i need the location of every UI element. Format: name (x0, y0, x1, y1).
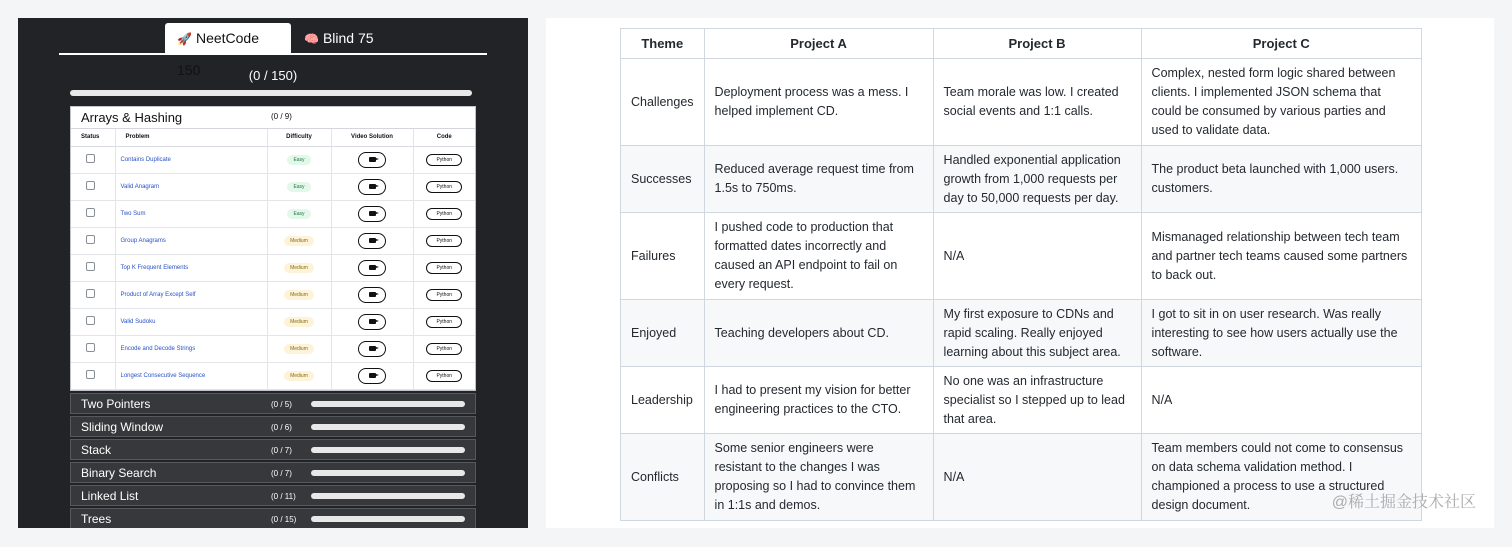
project-c-cell: Complex, nested form logic shared between clients. I implemented JSON schema that could be consumed by various parties and used to validate data. (1141, 59, 1421, 146)
python-code-button[interactable]: Python (426, 235, 462, 247)
project-b-cell: No one was an infrastructure specialist so I stepped up to lead that area. (933, 367, 1141, 434)
difficulty-badge: Medium (284, 263, 314, 273)
table-row (71, 281, 475, 308)
problem-cell (115, 200, 267, 227)
project-c-cell: Team members could not come to consensus on data schema validation method. I championed a process to use a structured design document. (1141, 434, 1421, 521)
table-row (621, 59, 1422, 146)
section-progress-bar (311, 470, 465, 476)
code-cell (413, 227, 475, 254)
brain-icon: 🧠 (304, 32, 319, 46)
project-b-cell: N/A (933, 213, 1141, 300)
difficulty-cell (267, 200, 331, 227)
theme-cell: Enjoyed (621, 300, 705, 367)
python-code-button[interactable]: Python (426, 181, 462, 193)
theme-cell: Leadership (621, 367, 705, 434)
video-cell (331, 146, 413, 173)
code-cell (413, 362, 475, 389)
difficulty-badge: Medium (284, 236, 314, 246)
python-code-button[interactable]: Python (426, 343, 462, 355)
problem-link[interactable]: Encode and Decode Strings (120, 345, 196, 352)
rocket-icon: 🚀 (177, 32, 192, 46)
status-checkbox[interactable] (86, 154, 95, 163)
project-b-cell: Team morale was low. I created social events and 1:1 calls. (933, 59, 1141, 146)
table-row (71, 227, 475, 254)
neetcode-panel (18, 18, 528, 528)
theme-cell: Conflicts (621, 434, 705, 521)
column-header-status: Status (71, 129, 115, 146)
python-code-button[interactable]: Python (426, 208, 462, 220)
difficulty-badge: Easy (287, 209, 310, 219)
video-solution-button[interactable] (358, 206, 386, 222)
problem-cell (115, 335, 267, 362)
problem-cell (115, 281, 267, 308)
problem-cell (115, 173, 267, 200)
difficulty-badge: Medium (284, 317, 314, 327)
difficulty-cell (267, 362, 331, 389)
section-count: (0 / 7) (271, 446, 292, 455)
project-a-cell: I pushed code to production that formatted dates incorrectly and caused an API endpoint to fail on every request. (704, 213, 933, 300)
difficulty-badge: Easy (287, 182, 310, 192)
table-row (71, 173, 475, 200)
status-checkbox[interactable] (86, 289, 95, 298)
project-a-cell: Reduced average request time from 1.5s to 750ms. (704, 146, 933, 213)
project-a-cell: Some senior engineers were resistant to the changes I was proposing so I had to convince them in 1:1s and demos. (704, 434, 933, 521)
tab-label: Blind 75 (322, 30, 374, 46)
status-checkbox[interactable] (86, 370, 95, 379)
section-arrays-hashing (70, 106, 476, 391)
section-progress-bar (311, 447, 465, 453)
status-checkbox[interactable] (86, 208, 95, 217)
video-camera-icon (369, 265, 376, 270)
video-solution-button[interactable] (358, 152, 386, 168)
column-header-difficulty: Difficulty (267, 129, 331, 146)
column-header-theme: Theme (621, 29, 705, 59)
column-header-project-a: Project A (704, 29, 933, 59)
table-row (71, 254, 475, 281)
section-title: Arrays & Hashing (81, 110, 183, 125)
theme-table (620, 28, 1422, 521)
section-progress-bar (311, 401, 465, 407)
video-solution-button[interactable] (358, 341, 386, 357)
video-cell (331, 200, 413, 227)
status-cell (71, 173, 115, 200)
video-camera-icon (369, 238, 376, 243)
project-c-cell: I got to sit in on user research. Was really interesting to see how users actually use the software. (1141, 300, 1421, 367)
table-row (71, 308, 475, 335)
section-count: (0 / 11) (271, 492, 296, 501)
section-count: (0 / 5) (271, 400, 292, 409)
column-header-project-b: Project B (933, 29, 1141, 59)
difficulty-cell (267, 254, 331, 281)
python-code-button[interactable]: Python (426, 262, 462, 274)
problem-link[interactable]: Longest Consecutive Sequence (120, 372, 206, 379)
section-binary-search[interactable] (70, 462, 476, 483)
code-cell (413, 200, 475, 227)
problem-link[interactable]: Top K Frequent Elements (120, 264, 189, 271)
difficulty-badge: Medium (284, 371, 314, 381)
table-row (71, 362, 475, 389)
video-camera-icon (369, 157, 376, 162)
project-b-cell: Handled exponential application growth from 1,000 requests per day to 50,000 requests per day. (933, 146, 1141, 213)
problem-cell (115, 254, 267, 281)
video-solution-button[interactable] (358, 233, 386, 249)
section-count: (0 / 6) (271, 423, 292, 432)
total-progress-text: (0 / 150) (248, 68, 298, 83)
problem-cell (115, 362, 267, 389)
section-title: Linked List (81, 489, 139, 503)
problem-cell (115, 227, 267, 254)
section-title: Two Pointers (81, 397, 151, 411)
section-stack[interactable] (70, 439, 476, 460)
section-header[interactable] (71, 107, 475, 129)
table-row (621, 434, 1422, 521)
video-solution-button[interactable] (358, 368, 386, 384)
video-cell (331, 281, 413, 308)
project-c-cell: The product beta launched with 1,000 users. customers. (1141, 146, 1421, 213)
status-checkbox[interactable] (86, 316, 95, 325)
section-two-pointers[interactable] (70, 393, 476, 414)
status-cell (71, 146, 115, 173)
tab-label: NeetCode 150 (177, 30, 259, 78)
table-row (71, 200, 475, 227)
table-row (621, 367, 1422, 434)
difficulty-badge: Medium (284, 344, 314, 354)
project-a-cell: Deployment process was a mess. I helped implement CD. (704, 59, 933, 146)
status-cell (71, 362, 115, 389)
code-cell (413, 308, 475, 335)
difficulty-badge: Easy (287, 155, 310, 165)
section-title: Stack (81, 443, 112, 457)
theme-cell: Challenges (621, 59, 705, 146)
video-cell (331, 308, 413, 335)
video-camera-icon (369, 184, 376, 189)
difficulty-cell (267, 227, 331, 254)
section-count: (0 / 9) (271, 112, 292, 121)
status-cell (71, 308, 115, 335)
video-solution-button[interactable] (358, 179, 386, 195)
table-row (621, 213, 1422, 300)
section-progress-bar (311, 424, 465, 430)
code-cell (413, 281, 475, 308)
python-code-button[interactable]: Python (426, 289, 462, 301)
project-c-cell: Mismanaged relationship between tech team and partner tech teams caused some partners to back out. (1141, 213, 1421, 300)
code-cell (413, 146, 475, 173)
project-a-cell: I had to present my vision for better engineering practices to the CTO. (704, 367, 933, 434)
project-b-cell: N/A (933, 434, 1141, 521)
video-camera-icon (369, 292, 376, 297)
difficulty-cell (267, 173, 331, 200)
table-row (621, 300, 1422, 367)
video-cell (331, 362, 413, 389)
difficulty-cell (267, 146, 331, 173)
theme-table-panel (546, 18, 1494, 528)
total-progress-bar (70, 90, 472, 96)
section-count: (0 / 7) (271, 469, 292, 478)
status-checkbox[interactable] (86, 343, 95, 352)
table-row (71, 146, 475, 173)
section-title: Trees (81, 512, 112, 526)
theme-cell: Failures (621, 213, 705, 300)
status-cell (71, 200, 115, 227)
status-cell (71, 281, 115, 308)
python-code-button[interactable]: Python (426, 154, 462, 166)
section-title: Sliding Window (81, 420, 164, 434)
python-code-button[interactable]: Python (426, 316, 462, 328)
tab-blind-75[interactable] (292, 23, 392, 54)
problem-link[interactable]: Valid Sudoku (120, 318, 156, 325)
section-count: (0 / 15) (271, 515, 297, 524)
section-trees[interactable] (70, 508, 476, 528)
project-a-cell: Teaching developers about CD. (704, 300, 933, 367)
column-header-problem: Problem (115, 129, 267, 146)
difficulty-cell (267, 308, 331, 335)
section-linked-list[interactable] (70, 485, 476, 506)
problem-link[interactable]: Product of Array Except Self (120, 291, 196, 298)
status-cell (71, 254, 115, 281)
status-checkbox[interactable] (86, 235, 95, 244)
table-row (621, 146, 1422, 213)
video-solution-button[interactable] (358, 260, 386, 276)
column-header-video: Video Solution (331, 129, 413, 146)
column-header-code: Code (413, 129, 475, 146)
status-checkbox[interactable] (86, 181, 95, 190)
code-cell (413, 335, 475, 362)
problem-table (71, 129, 475, 390)
python-code-button[interactable]: Python (426, 370, 462, 382)
code-cell (413, 173, 475, 200)
problem-link[interactable]: Group Anagrams (120, 237, 166, 244)
video-cell (331, 335, 413, 362)
video-cell (331, 254, 413, 281)
problem-link[interactable]: Contains Duplicate (120, 156, 171, 163)
video-solution-button[interactable] (358, 287, 386, 303)
problem-link[interactable]: Valid Anagram (120, 183, 160, 190)
section-sliding-window[interactable] (70, 416, 476, 437)
difficulty-cell (267, 281, 331, 308)
video-cell (331, 173, 413, 200)
table-row (71, 335, 475, 362)
section-title: Binary Search (81, 466, 157, 480)
problem-link[interactable]: Two Sum (120, 210, 146, 217)
video-camera-icon (369, 373, 376, 378)
problem-cell (115, 146, 267, 173)
section-progress-bar (311, 516, 465, 522)
video-camera-icon (369, 346, 376, 351)
video-solution-button[interactable] (358, 314, 386, 330)
status-cell (71, 335, 115, 362)
difficulty-cell (267, 335, 331, 362)
video-camera-icon (369, 319, 376, 324)
problem-cell (115, 308, 267, 335)
column-header-project-c: Project C (1141, 29, 1421, 59)
project-c-cell: N/A (1141, 367, 1421, 434)
video-cell (331, 227, 413, 254)
status-cell (71, 227, 115, 254)
status-checkbox[interactable] (86, 262, 95, 271)
video-camera-icon (369, 211, 376, 216)
section-progress-bar (311, 493, 465, 499)
theme-cell: Successes (621, 146, 705, 213)
project-b-cell: My first exposure to CDNs and rapid scaling. Really enjoyed learning about this subject area. (933, 300, 1141, 367)
watermark: @稀土掘金技术社区 (1331, 494, 1476, 511)
difficulty-badge: Medium (284, 290, 314, 300)
code-cell (413, 254, 475, 281)
